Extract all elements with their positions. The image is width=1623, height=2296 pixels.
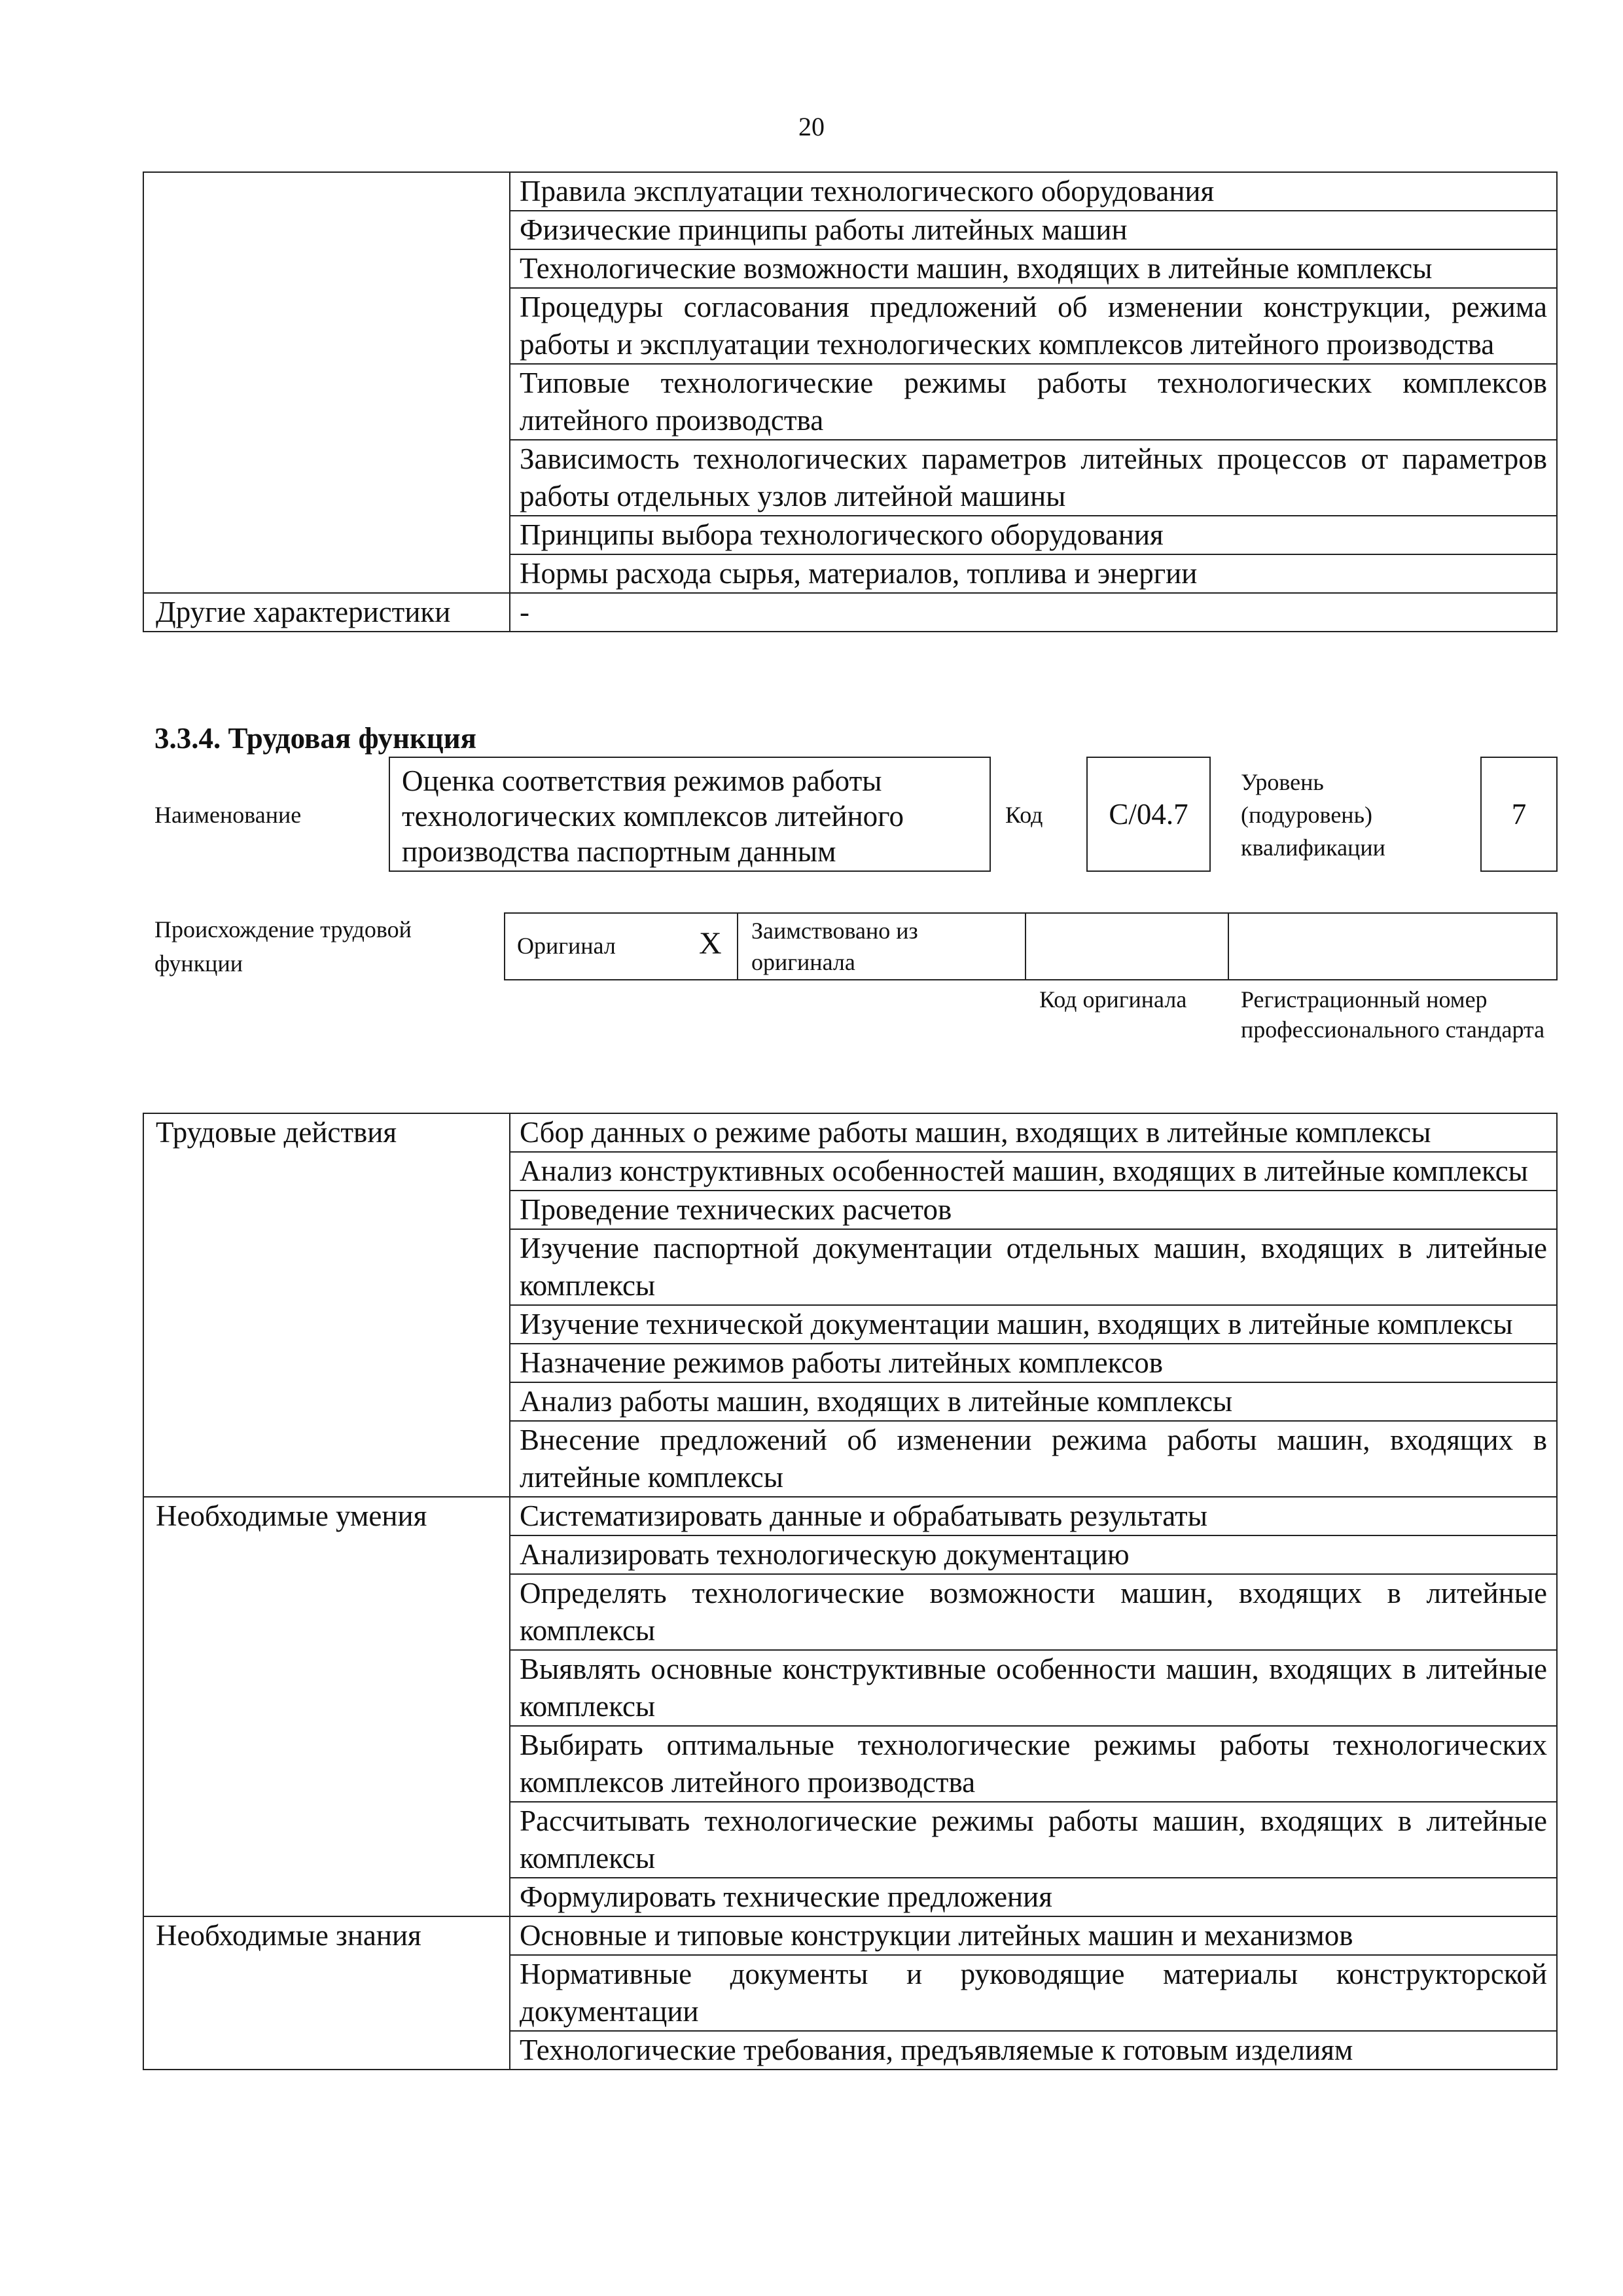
level-label: Уровень (подуровень) квалификации: [1241, 769, 1385, 861]
table-cell: Выявлять основные конструктивные особенности машин, входящих в литейные комплексы: [510, 1650, 1557, 1726]
top-table: [143, 171, 1558, 632]
top-table-item: Принципы выбора технологического оборудования: [510, 516, 1557, 554]
other-characteristics-value: -: [510, 593, 1557, 632]
top-table-item: Нормы расхода сырья, материалов, топлива и энергии: [510, 554, 1557, 593]
borrowed-label: Заимствовано из оригинала: [751, 918, 918, 975]
top-table-item: Правила эксплуатации технологического оборудования: [510, 172, 1557, 211]
top-table-item: Физические принципы работы литейных машин: [510, 211, 1557, 249]
table-cell: Рассчитывать технологические режимы работы машин, входящих в литейные комплексы: [510, 1802, 1557, 1878]
name-label: Наименование: [154, 802, 302, 828]
top-table-item: Технологические возможности машин, входящих в литейные комплексы: [510, 249, 1557, 288]
main-table: [143, 1113, 1558, 2070]
code-label: Код: [1005, 802, 1043, 828]
table-cell: Нормативные документы и руководящие материалы конструкторской документации: [510, 1955, 1557, 2031]
table-cell: Технологические требования, предъявляемые к готовым изделиям: [510, 2031, 1557, 2070]
table-cell: Изучение паспортной документации отдельных машин, входящих в литейные комплексы: [510, 1229, 1557, 1305]
code-original-caption: Код оригинала: [1039, 986, 1187, 1013]
table-cell: Изучение технической документации машин, входящих в литейные комплексы: [510, 1305, 1557, 1344]
top-table-item: Процедуры согласования предложений об изменении конструкции, режима работы и эксплуатации технологических комплексов литейного производства: [510, 288, 1557, 364]
table-cell: Внесение предложений об изменении режима работы машин, входящих в литейные комплексы: [510, 1421, 1557, 1497]
origin-code-cell: [1025, 912, 1229, 980]
table-cell: Сбор данных о режиме работы машин, входящих в литейные комплексы: [510, 1113, 1557, 1152]
original-label: Оригинал: [517, 933, 616, 959]
page-number: 20: [798, 112, 825, 141]
top-table-item: Зависимость технологических параметров литейных процессов от параметров работы отдельных узлов литейной машины: [510, 440, 1557, 516]
section-heading: 3.3.4. Трудовая функция: [154, 722, 477, 755]
table-cell: Анализировать технологическую документацию: [510, 1535, 1557, 1574]
table-cell: Определять технологические возможности машин, входящих в литейные комплексы: [510, 1574, 1557, 1650]
table-cell: Анализ работы машин, входящих в литейные комплексы: [510, 1382, 1557, 1421]
table-cell: Основные и типовые конструкции литейных машин и механизмов: [510, 1916, 1557, 1955]
level-value: 7: [1480, 757, 1558, 872]
labor-actions-label: Трудовые действия: [143, 1113, 510, 1497]
top-table-empty-label: [143, 172, 510, 593]
table-cell: Формулировать технические предложения: [510, 1878, 1557, 1916]
original-mark: X: [699, 926, 722, 961]
table-cell: Проведение технических расчетов: [510, 1191, 1557, 1229]
table-cell: Систематизировать данные и обрабатывать результаты: [510, 1497, 1557, 1535]
table-cell: Выбирать оптимальные технологические режимы работы технологических комплексов литейного производства: [510, 1726, 1557, 1802]
required-knowledge-label: Необходимые знания: [143, 1916, 510, 2070]
top-table-item: Типовые технологические режимы работы технологических комплексов литейного производства: [510, 364, 1557, 440]
name-value: Оценка соответствия режимов работы технологических комплексов литейного производства паспортным данным: [389, 757, 991, 872]
registration-number-caption: Регистрационный номер профессионального стандарта: [1241, 986, 1545, 1043]
origin-label: Происхождение трудовой функции: [154, 916, 412, 977]
other-characteristics-label: Другие характеристики: [143, 593, 510, 632]
table-cell: Назначение режимов работы литейных комплексов: [510, 1344, 1557, 1382]
table-cell: Анализ конструктивных особенностей машин, входящих в литейные комплексы: [510, 1152, 1557, 1191]
code-value: C/04.7: [1086, 757, 1211, 872]
required-skills-label: Необходимые умения: [143, 1497, 510, 1916]
